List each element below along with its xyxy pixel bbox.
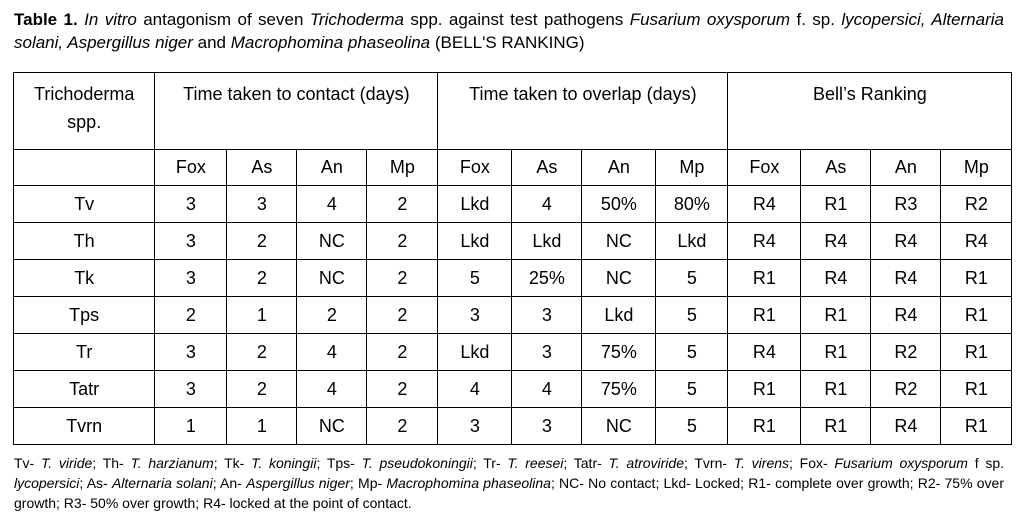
text-segment: (BELL'S RANKING) bbox=[430, 33, 585, 52]
subheader-cell: Fox bbox=[438, 150, 512, 186]
italic-term: lycopersici bbox=[14, 475, 80, 491]
species-cell: Tr bbox=[14, 334, 155, 371]
value-cell: R4 bbox=[871, 260, 941, 297]
table-row bbox=[14, 334, 1012, 371]
value-cell: R1 bbox=[801, 371, 871, 408]
group-header-bells-ranking: Bell’s Ranking bbox=[728, 73, 1012, 150]
species-cell: Tv bbox=[14, 186, 155, 223]
group-header-overlap: Time taken to overlap (days) bbox=[438, 73, 728, 150]
value-cell: 75% bbox=[582, 371, 656, 408]
header-row-pathogens bbox=[14, 150, 1012, 186]
value-cell: R4 bbox=[871, 297, 941, 334]
value-cell: NC bbox=[297, 260, 367, 297]
table-caption bbox=[14, 8, 1004, 54]
subheader-blank bbox=[14, 150, 155, 186]
value-cell: 2 bbox=[367, 223, 438, 260]
subheader-cell: Fox bbox=[155, 150, 227, 186]
value-cell: 5 bbox=[656, 408, 728, 445]
value-cell: 2 bbox=[227, 260, 297, 297]
value-cell: R4 bbox=[728, 334, 801, 371]
table-caption-text bbox=[14, 10, 1004, 52]
text-segment: Tv- bbox=[14, 455, 41, 471]
text-segment: ; Tvrn- bbox=[684, 455, 734, 471]
value-cell: 5 bbox=[656, 334, 728, 371]
value-cell: 2 bbox=[367, 186, 438, 223]
value-cell: R1 bbox=[941, 371, 1012, 408]
value-cell: R2 bbox=[871, 334, 941, 371]
text-segment: ; An- bbox=[212, 475, 247, 491]
value-cell: 80% bbox=[656, 186, 728, 223]
value-cell: R4 bbox=[941, 223, 1012, 260]
value-cell: R1 bbox=[941, 334, 1012, 371]
text-segment: ; NC- No contact; Lkd- Locked; R1- complete over growth; R2- 75% over growth; R3- 50% over growth; R4- locked at the point of contact. bbox=[14, 475, 1005, 511]
value-cell: 2 bbox=[367, 334, 438, 371]
subheader-cell: Mp bbox=[367, 150, 438, 186]
text-segment: ; Th- bbox=[92, 455, 131, 471]
subheader-cell: Mp bbox=[656, 150, 728, 186]
value-cell: 2 bbox=[227, 223, 297, 260]
species-cell: Tvrn bbox=[14, 408, 155, 445]
value-cell: 75% bbox=[582, 334, 656, 371]
value-cell: R1 bbox=[801, 186, 871, 223]
text-segment: ; Tatr- bbox=[563, 455, 609, 471]
text-segment: ; As- bbox=[79, 475, 112, 491]
italic-term: Macrophomina phaseolina bbox=[230, 33, 431, 52]
value-cell: Lkd bbox=[438, 334, 512, 371]
value-cell: NC bbox=[297, 408, 367, 445]
header-row-groups bbox=[14, 73, 1012, 150]
value-cell: R4 bbox=[728, 223, 801, 260]
value-cell: 2 bbox=[227, 334, 297, 371]
table-row bbox=[14, 371, 1012, 408]
text-segment: f. sp. bbox=[790, 10, 842, 29]
data-table bbox=[13, 72, 1012, 445]
value-cell: R2 bbox=[871, 371, 941, 408]
value-cell: 2 bbox=[367, 408, 438, 445]
value-cell: R4 bbox=[871, 223, 941, 260]
value-cell: 4 bbox=[297, 334, 367, 371]
value-cell: 3 bbox=[227, 186, 297, 223]
value-cell: 2 bbox=[227, 371, 297, 408]
value-cell: R4 bbox=[801, 223, 871, 260]
value-cell: NC bbox=[297, 223, 367, 260]
value-cell: 50% bbox=[582, 186, 656, 223]
value-cell: 3 bbox=[155, 371, 227, 408]
value-cell: R4 bbox=[871, 408, 941, 445]
subheader-cell: An bbox=[871, 150, 941, 186]
italic-term: Trichoderma bbox=[309, 10, 404, 29]
table-caption-label: Table 1. bbox=[14, 10, 78, 29]
italic-term: In vitro bbox=[84, 10, 137, 29]
value-cell: R4 bbox=[728, 186, 801, 223]
value-cell: R1 bbox=[941, 297, 1012, 334]
value-cell: 5 bbox=[438, 260, 512, 297]
value-cell: R4 bbox=[801, 260, 871, 297]
italic-term: T. reesei bbox=[507, 455, 564, 471]
text-segment: ; Fox- bbox=[789, 455, 835, 471]
subheader-cell: Fox bbox=[728, 150, 801, 186]
table-footnote bbox=[14, 453, 1004, 513]
value-cell: 1 bbox=[227, 297, 297, 334]
value-cell: 3 bbox=[155, 334, 227, 371]
italic-term: Aspergillus niger bbox=[246, 475, 350, 491]
value-cell: 4 bbox=[438, 371, 512, 408]
subheader-cell: An bbox=[582, 150, 656, 186]
table-row bbox=[14, 408, 1012, 445]
value-cell: 3 bbox=[438, 408, 512, 445]
value-cell: Lkd bbox=[656, 223, 728, 260]
text-segment: ; Tr- bbox=[472, 455, 508, 471]
value-cell: R1 bbox=[728, 260, 801, 297]
subheader-cell: As bbox=[801, 150, 871, 186]
text-segment: f sp. bbox=[967, 455, 1005, 471]
italic-term: T. viride bbox=[40, 455, 93, 471]
group-header-contact: Time taken to contact (days) bbox=[155, 73, 438, 150]
value-cell: 4 bbox=[512, 186, 582, 223]
subheader-cell: As bbox=[512, 150, 582, 186]
value-cell: R1 bbox=[801, 408, 871, 445]
italic-term: T. virens bbox=[733, 455, 790, 471]
value-cell: Lkd bbox=[512, 223, 582, 260]
text-segment: spp. against test pathogens bbox=[403, 10, 630, 29]
value-cell: R1 bbox=[728, 297, 801, 334]
value-cell: NC bbox=[582, 260, 656, 297]
value-cell: 2 bbox=[367, 297, 438, 334]
value-cell: 1 bbox=[155, 408, 227, 445]
species-cell: Tk bbox=[14, 260, 155, 297]
value-cell: 3 bbox=[155, 223, 227, 260]
value-cell: 2 bbox=[367, 260, 438, 297]
italic-term: T. pseudokoningii bbox=[361, 455, 473, 471]
value-cell: 3 bbox=[512, 334, 582, 371]
table-row bbox=[14, 297, 1012, 334]
text-segment: ; Tps- bbox=[316, 455, 362, 471]
italic-term: T. harzianum bbox=[130, 455, 214, 471]
value-cell: NC bbox=[582, 223, 656, 260]
text-segment: ; Tk- bbox=[213, 455, 252, 471]
subheader-cell: As bbox=[227, 150, 297, 186]
value-cell: 5 bbox=[656, 297, 728, 334]
value-cell: R1 bbox=[728, 371, 801, 408]
italic-term: Fusarium oxysporum bbox=[629, 10, 791, 29]
table-row bbox=[14, 186, 1012, 223]
text-segment: ; Mp- bbox=[349, 475, 387, 491]
species-cell: Tps bbox=[14, 297, 155, 334]
text-segment: and bbox=[192, 33, 231, 52]
value-cell: R1 bbox=[801, 297, 871, 334]
value-cell: 5 bbox=[656, 260, 728, 297]
table-row bbox=[14, 223, 1012, 260]
value-cell: 5 bbox=[656, 371, 728, 408]
value-cell: 3 bbox=[512, 297, 582, 334]
value-cell: R1 bbox=[801, 334, 871, 371]
value-cell: R3 bbox=[871, 186, 941, 223]
value-cell: R1 bbox=[941, 260, 1012, 297]
italic-term: T. koningii bbox=[251, 455, 317, 471]
value-cell: 3 bbox=[438, 297, 512, 334]
italic-term: Macrophomina phaseolina bbox=[386, 475, 551, 491]
species-cell: Th bbox=[14, 223, 155, 260]
table-row bbox=[14, 260, 1012, 297]
italic-term: Fusarium oxysporum bbox=[834, 455, 968, 471]
value-cell: NC bbox=[582, 408, 656, 445]
value-cell: 3 bbox=[155, 260, 227, 297]
value-cell: 4 bbox=[297, 371, 367, 408]
italic-term: lycopersici, Alternaria solani, Aspergillus niger bbox=[14, 10, 1004, 52]
subheader-cell: An bbox=[297, 150, 367, 186]
value-cell: 4 bbox=[512, 371, 582, 408]
text-segment: antagonism of seven bbox=[136, 10, 310, 29]
subheader-cell: Mp bbox=[941, 150, 1012, 186]
value-cell: 25% bbox=[512, 260, 582, 297]
species-column-header: Trichoderma spp. bbox=[14, 73, 155, 150]
value-cell: R1 bbox=[728, 408, 801, 445]
value-cell: Lkd bbox=[582, 297, 656, 334]
value-cell: 2 bbox=[367, 371, 438, 408]
italic-term: Alternaria solani bbox=[111, 475, 213, 491]
value-cell: R2 bbox=[941, 186, 1012, 223]
value-cell: 2 bbox=[297, 297, 367, 334]
value-cell: 2 bbox=[155, 297, 227, 334]
value-cell: 3 bbox=[512, 408, 582, 445]
value-cell: Lkd bbox=[438, 223, 512, 260]
value-cell: Lkd bbox=[438, 186, 512, 223]
value-cell: 4 bbox=[297, 186, 367, 223]
value-cell: 1 bbox=[227, 408, 297, 445]
italic-term: T. atroviride bbox=[608, 455, 684, 471]
value-cell: R1 bbox=[941, 408, 1012, 445]
species-cell: Tatr bbox=[14, 371, 155, 408]
value-cell: 3 bbox=[155, 186, 227, 223]
